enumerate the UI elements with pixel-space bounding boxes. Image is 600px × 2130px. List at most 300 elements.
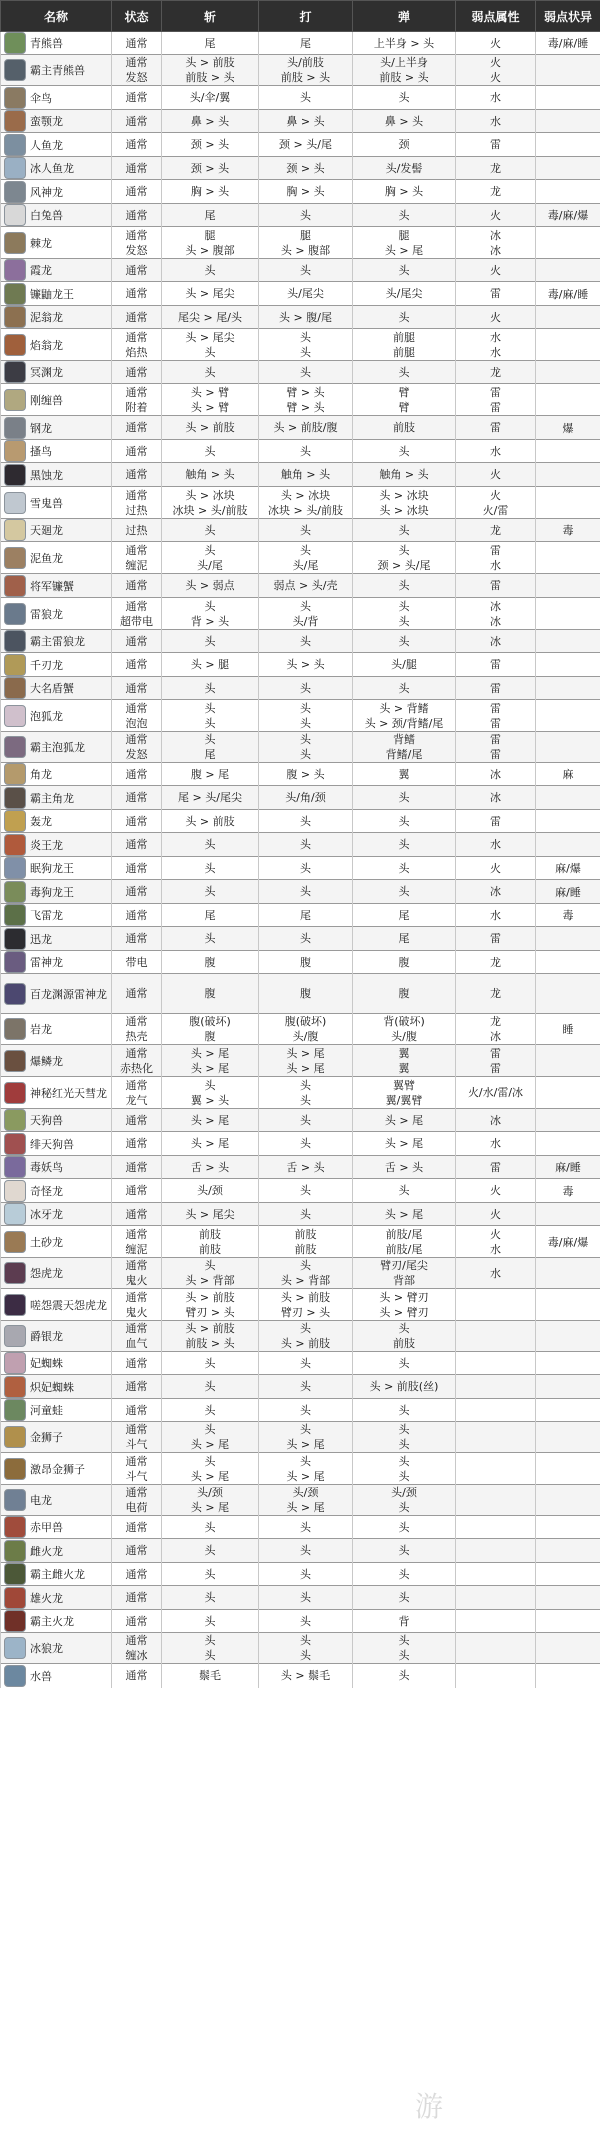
- cut-value: 头: [204, 444, 216, 458]
- shot-cell: [353, 574, 456, 598]
- blunt-cell: [259, 416, 353, 440]
- monster-name: 冰牙龙: [30, 1208, 63, 1221]
- monster-name-cell: [1, 259, 112, 282]
- table-row: [1, 110, 600, 133]
- red-carapace-icon: [4, 1516, 26, 1538]
- cut-cell: [162, 55, 259, 86]
- monster-name-cell: [1, 1664, 112, 1688]
- elem-value: 水: [490, 330, 501, 344]
- lagombi-icon: [4, 204, 26, 226]
- cut-cell: [162, 463, 259, 487]
- state-value: 通常: [125, 208, 148, 222]
- table-row: [1, 1077, 600, 1109]
- blunt-cell: [259, 833, 353, 857]
- shot-value: 头: [398, 579, 410, 592]
- elem-cell: [456, 86, 536, 110]
- ailment-cell: [536, 542, 600, 574]
- blunt-value: 头: [300, 932, 311, 945]
- elem-cell: [456, 700, 536, 732]
- header-weak-element: 弱点属性: [456, 1, 536, 32]
- ailment-cell: 毒: [536, 519, 600, 542]
- state-value: 通常: [125, 1454, 148, 1468]
- blunt-value: 腹(破坏): [284, 1015, 327, 1028]
- great-wroggi-icon: [4, 881, 26, 903]
- blunt-cell: [259, 1610, 353, 1633]
- cut-cell: [162, 361, 259, 384]
- cut-cell: [162, 1539, 259, 1563]
- state-value: 通常: [125, 185, 148, 198]
- elem-value: 雷: [490, 658, 501, 671]
- ailment-cell: [536, 1077, 600, 1109]
- blunt-value: 头 > 尾: [286, 1469, 325, 1483]
- shot-cell: [353, 951, 456, 974]
- elem-cell: [456, 1453, 536, 1485]
- blunt-value: 前肢: [294, 1242, 317, 1256]
- ailment-cell: [536, 361, 600, 384]
- monster-name-cell: [1, 542, 112, 574]
- elem-value: 火: [490, 488, 501, 502]
- shot-value: 上半身 > 头: [373, 36, 435, 50]
- table-row: [1, 487, 600, 519]
- cut-cell: [162, 1664, 259, 1688]
- magnamalo-icon: [4, 1262, 26, 1284]
- monster-name: 泥翁龙: [30, 311, 63, 324]
- header-blunt: 打: [259, 1, 353, 32]
- monster-name: 毒妖鸟: [30, 1161, 63, 1174]
- shot-cell: [353, 1226, 456, 1258]
- state-value: 通常: [125, 365, 148, 379]
- elem-cell: [456, 227, 536, 259]
- cut-cell: [162, 487, 259, 519]
- elem-cell: [456, 574, 536, 598]
- cut-cell: [162, 306, 259, 329]
- cut-value: 头 > 前肢: [185, 56, 235, 69]
- jyuratodus-icon: [4, 306, 26, 328]
- monster-name-cell: [1, 282, 112, 306]
- monster-name-cell: [1, 677, 112, 700]
- monster-name-cell: [1, 1179, 112, 1203]
- monster-name-cell: [1, 1586, 112, 1610]
- state-value: 通常: [125, 814, 148, 828]
- shot-cell: [353, 1539, 456, 1563]
- apex-zinogre-icon: [4, 630, 26, 652]
- state-value: 通常: [125, 310, 148, 324]
- monster-name: 嗟怨震天怨虎龙: [30, 1298, 107, 1312]
- shot-value: 胸 > 头: [384, 185, 424, 198]
- cut-value: 尾: [204, 908, 216, 922]
- table-row: [1, 1045, 600, 1077]
- state-cell: [112, 1077, 162, 1109]
- blunt-value: 头: [300, 345, 311, 359]
- monster-name: 霸主雌火龙: [30, 1568, 85, 1581]
- ailment-cell: [536, 1453, 600, 1485]
- state-cell: [112, 180, 162, 204]
- state-value: 缠冰: [125, 1649, 148, 1662]
- blunt-value: 头: [300, 701, 311, 715]
- shot-value: 头 > 臂刃: [379, 1305, 429, 1319]
- monster-name-cell: [1, 1563, 112, 1586]
- monster-name-cell: [1, 180, 112, 204]
- monster-name-cell: [1, 1485, 112, 1516]
- ailment-cell: [536, 86, 600, 110]
- monster-name: 人鱼龙: [30, 138, 63, 152]
- anjanath-icon: [4, 110, 26, 132]
- blunt-value: 头 > 尾: [286, 1061, 325, 1075]
- shot-cell: [353, 927, 456, 951]
- elem-cell: [456, 1485, 536, 1516]
- elem-cell: [456, 180, 536, 204]
- cut-cell: [162, 1077, 259, 1109]
- state-value: 缠泥: [125, 1242, 148, 1256]
- shot-value: 头: [398, 791, 410, 804]
- cut-cell: [162, 630, 259, 653]
- monster-name-cell: [1, 653, 112, 677]
- state-value: 通常: [125, 385, 148, 399]
- table-row: [1, 1375, 600, 1399]
- shot-value: 头 > 前肢(丝): [369, 1380, 439, 1393]
- cut-cell: [162, 32, 259, 55]
- blunt-value: 颈 > 头/尾: [279, 138, 332, 151]
- table-row: [1, 1132, 600, 1156]
- cut-cell: [162, 227, 259, 259]
- cut-value: 鼻 > 头: [190, 114, 230, 128]
- cut-cell: [162, 1586, 259, 1610]
- monster-name-cell: [1, 1539, 112, 1563]
- monster-name-cell: [1, 487, 112, 519]
- cut-value: 前肢: [199, 1227, 221, 1241]
- state-value: 通常: [125, 701, 148, 715]
- state-cell: [112, 110, 162, 133]
- cut-cell: [162, 1610, 259, 1633]
- state-value: 通常: [125, 1184, 148, 1197]
- blunt-value: 头/尾尖: [287, 287, 324, 300]
- shot-value: 鼻 > 头: [384, 114, 424, 128]
- state-value: 通常: [125, 908, 148, 922]
- seregios-icon: [4, 654, 26, 676]
- cut-value: 头 > 尾尖: [185, 287, 235, 300]
- elem-value: 雷: [490, 138, 501, 151]
- state-cell: [112, 857, 162, 880]
- barroth-icon: [4, 232, 26, 254]
- elem-cell: [456, 361, 536, 384]
- goss-harag-icon: [4, 492, 26, 514]
- blunt-value: 头 > 尾: [286, 1501, 325, 1514]
- state-value: 通常: [125, 987, 148, 1000]
- shot-value: 头: [398, 1403, 410, 1417]
- table-row: [1, 282, 600, 306]
- cut-value: 头 > 臂: [190, 400, 230, 414]
- table-row: [1, 1179, 600, 1203]
- khezu-white-icon: [4, 1180, 26, 1202]
- elem-cell: [456, 487, 536, 519]
- elem-value: 雷: [490, 932, 501, 945]
- chameleos-icon: [4, 259, 26, 281]
- state-value: 通常: [125, 1290, 148, 1304]
- monster-name: 爆鳞龙: [30, 1054, 63, 1068]
- cut-value: 头 > 尾: [190, 1501, 230, 1514]
- elem-value: 雷: [490, 681, 501, 695]
- state-value: 通常: [125, 114, 148, 128]
- elem-value: 雷: [490, 543, 501, 557]
- shot-value: 头: [398, 1591, 410, 1604]
- blunt-value: 头: [300, 365, 311, 379]
- blunt-cell: [259, 519, 353, 542]
- elem-value: 雷: [490, 287, 501, 300]
- elem-cell: [456, 1014, 536, 1045]
- shot-cell: [353, 306, 456, 329]
- table-row: [1, 810, 600, 833]
- blunt-value: 头 > 尾: [286, 1046, 325, 1060]
- bishaten-icon: [4, 283, 26, 305]
- ailment-cell: [536, 833, 600, 857]
- cut-value: 头 > 前肢: [185, 421, 235, 434]
- state-value: 通常: [125, 1227, 148, 1241]
- cut-value: 前肢 > 头: [185, 1337, 235, 1350]
- scorned-magnamalo-icon: [4, 1294, 26, 1316]
- cut-value: 头: [204, 701, 216, 715]
- blunt-value: 头: [300, 91, 311, 104]
- elem-cell: [456, 857, 536, 880]
- elem-value: 雷: [490, 385, 501, 399]
- state-value: 斗气: [125, 1469, 148, 1483]
- ailment-cell: [536, 1610, 600, 1633]
- table-row: [1, 1610, 600, 1633]
- elem-value: 水: [490, 558, 501, 572]
- shot-cell: [353, 1485, 456, 1516]
- state-cell: [112, 1156, 162, 1179]
- table-row: [1, 1539, 600, 1563]
- blunt-cell: [259, 1586, 353, 1610]
- shot-value: 头 > 尾: [384, 1207, 424, 1221]
- state-value: 通常: [125, 56, 148, 69]
- mud-fish-icon: [4, 547, 26, 569]
- elem-cell: [456, 542, 536, 574]
- state-value: 通常: [125, 1591, 148, 1604]
- cut-value: 头 > 尾尖: [185, 1207, 235, 1221]
- monster-name: 神秘红光天彗龙: [30, 1086, 107, 1100]
- cut-value: 头: [204, 1454, 216, 1468]
- blunt-cell: [259, 1289, 353, 1321]
- shot-value: 腿: [398, 228, 410, 242]
- elem-cell: [456, 259, 536, 282]
- state-value: 通常: [125, 161, 148, 175]
- shot-cell: [353, 204, 456, 227]
- cut-value: 头: [204, 1403, 216, 1417]
- blunt-cell: [259, 86, 353, 110]
- monster-name-cell: [1, 1014, 112, 1045]
- ailment-cell: [536, 1045, 600, 1077]
- state-value: 通常: [125, 1669, 148, 1683]
- state-cell: [112, 204, 162, 227]
- elem-cell: [456, 1077, 536, 1109]
- monster-name: 激昂金狮子: [30, 1462, 85, 1476]
- blunt-cell: [259, 974, 353, 1014]
- state-value: 通常: [125, 444, 148, 458]
- blunt-value: 头: [300, 1207, 311, 1221]
- state-cell: [112, 1399, 162, 1422]
- ailment-cell: 麻/睡: [536, 880, 600, 904]
- state-value: 血气: [125, 1337, 148, 1350]
- state-cell: [112, 1586, 162, 1610]
- shot-value: 背(破坏): [383, 1015, 425, 1028]
- elem-value: 雷: [490, 421, 501, 434]
- shot-value: 前肢: [393, 421, 415, 434]
- cut-value: 头: [204, 1356, 216, 1370]
- kushala-daora-icon: [4, 181, 26, 203]
- table-row: [1, 55, 600, 86]
- cut-value: 头: [204, 634, 216, 648]
- state-value: 通常: [125, 658, 148, 671]
- elem-value: 龙: [490, 161, 501, 175]
- elem-value: 冰: [490, 1030, 501, 1043]
- shot-cell: [353, 1077, 456, 1109]
- monster-name: 霞龙: [30, 264, 52, 277]
- blunt-cell: [259, 786, 353, 810]
- table-row: [1, 904, 600, 927]
- monster-name: 河童蛙: [30, 1404, 63, 1417]
- shot-cell: [353, 416, 456, 440]
- header-shot: 弹: [353, 1, 456, 32]
- state-value: 通常: [125, 543, 148, 557]
- state-cell: [112, 653, 162, 677]
- blunt-cell: [259, 227, 353, 259]
- blunt-cell: [259, 463, 353, 487]
- blunt-cell: [259, 1109, 353, 1132]
- shot-cell: [353, 487, 456, 519]
- cut-value: 头/颈: [197, 1184, 223, 1197]
- shot-cell: [353, 259, 456, 282]
- blunt-value: 头: [300, 1403, 311, 1417]
- state-cell: [112, 904, 162, 927]
- monster-name: 水兽: [30, 1669, 52, 1683]
- state-cell: [112, 810, 162, 833]
- blunt-value: 头: [300, 1423, 311, 1436]
- elem-cell: [456, 974, 536, 1014]
- elem-cell: [456, 282, 536, 306]
- monster-name-cell: [1, 55, 112, 86]
- shot-value: 颈 > 头/尾: [377, 558, 431, 572]
- cut-cell: [162, 329, 259, 361]
- elem-value: 冰: [490, 767, 501, 781]
- blunt-value: 臂 > 头: [286, 385, 325, 399]
- cut-cell: [162, 1633, 259, 1664]
- ailment-cell: [536, 1563, 600, 1586]
- shot-cell: [353, 1399, 456, 1422]
- blunt-cell: [259, 732, 353, 763]
- cut-cell: [162, 204, 259, 227]
- blunt-value: 头: [300, 1591, 311, 1604]
- blunt-value: 头 > 头: [286, 658, 325, 671]
- monster-name-cell: [1, 1453, 112, 1485]
- monster-name-cell: [1, 1399, 112, 1422]
- blunt-value: 头 > 冰块: [280, 488, 331, 502]
- cut-cell: [162, 86, 259, 110]
- elem-value: 火: [490, 1184, 501, 1197]
- blunt-value: 头: [300, 1259, 311, 1272]
- blunt-cell: [259, 110, 353, 133]
- blunt-cell: [259, 487, 353, 519]
- cut-value: 头: [204, 365, 216, 379]
- rajang-icon: [4, 1426, 26, 1448]
- elem-value: 龙: [490, 987, 501, 1000]
- table-row: [1, 1321, 600, 1352]
- monster-name-cell: [1, 440, 112, 463]
- table-row: [1, 1014, 600, 1045]
- table-row: [1, 951, 600, 974]
- shot-value: 头: [398, 1454, 410, 1468]
- narwa-icon: [4, 951, 26, 973]
- elem-cell: [456, 598, 536, 630]
- blunt-value: 头: [300, 733, 311, 746]
- state-value: 通常: [125, 421, 148, 434]
- elem-value: 龙: [490, 185, 501, 198]
- shot-value: 尾: [398, 908, 410, 922]
- shot-value: 背部: [393, 1274, 415, 1287]
- blunt-cell: [259, 542, 353, 574]
- shot-cell: [353, 630, 456, 653]
- elem-value: 龙: [490, 365, 501, 379]
- state-cell: [112, 1633, 162, 1664]
- ailment-cell: [536, 259, 600, 282]
- cut-cell: [162, 1132, 259, 1156]
- table-row: [1, 1485, 600, 1516]
- monster-name-cell: [1, 1077, 112, 1109]
- state-cell: [112, 1132, 162, 1156]
- cut-value: 头: [204, 1078, 216, 1092]
- shot-cell: [353, 1610, 456, 1633]
- blunt-value: 头: [300, 1078, 311, 1092]
- cut-value: 前肢 > 头: [185, 71, 235, 84]
- ailment-cell: [536, 927, 600, 951]
- ailment-cell: 睡: [536, 1014, 600, 1045]
- state-value: 斗气: [125, 1438, 148, 1451]
- cut-cell: [162, 653, 259, 677]
- blunt-value: 舌 > 头: [286, 1160, 325, 1174]
- monster-name: 白兔兽: [30, 209, 63, 222]
- cut-value: 头 > 背部: [185, 1274, 235, 1287]
- table-row: [1, 1633, 600, 1664]
- state-value: 超带电: [120, 614, 153, 628]
- blunt-value: 前肢 > 头: [280, 71, 331, 84]
- cut-cell: [162, 519, 259, 542]
- blunt-value: 头: [300, 263, 311, 277]
- ailment-cell: [536, 786, 600, 810]
- state-value: 发怒: [125, 71, 148, 84]
- cut-value: 头: [204, 543, 216, 557]
- shot-cell: [353, 86, 456, 110]
- elem-value: 冰: [490, 228, 501, 242]
- cut-cell: [162, 180, 259, 204]
- shot-cell: [353, 1633, 456, 1664]
- state-cell: [112, 282, 162, 306]
- monster-name: 绯天狗兽: [30, 1137, 74, 1151]
- blunt-cell: [259, 810, 353, 833]
- khezu-icon: [4, 389, 26, 411]
- state-cell: [112, 974, 162, 1014]
- ailment-cell: [536, 1539, 600, 1563]
- shot-value: 翼: [398, 767, 410, 781]
- bazelgeuse-icon: [4, 1050, 26, 1072]
- monster-name-cell: [1, 361, 112, 384]
- table-row: [1, 1453, 600, 1485]
- elem-cell: [456, 1422, 536, 1453]
- shot-cell: [353, 1453, 456, 1485]
- elem-value: 龙: [490, 955, 501, 969]
- elem-cell: [456, 1321, 536, 1352]
- state-value: 鬼火: [125, 1274, 148, 1287]
- state-value: 附着: [125, 400, 148, 414]
- shot-value: 头/发髻: [385, 161, 423, 175]
